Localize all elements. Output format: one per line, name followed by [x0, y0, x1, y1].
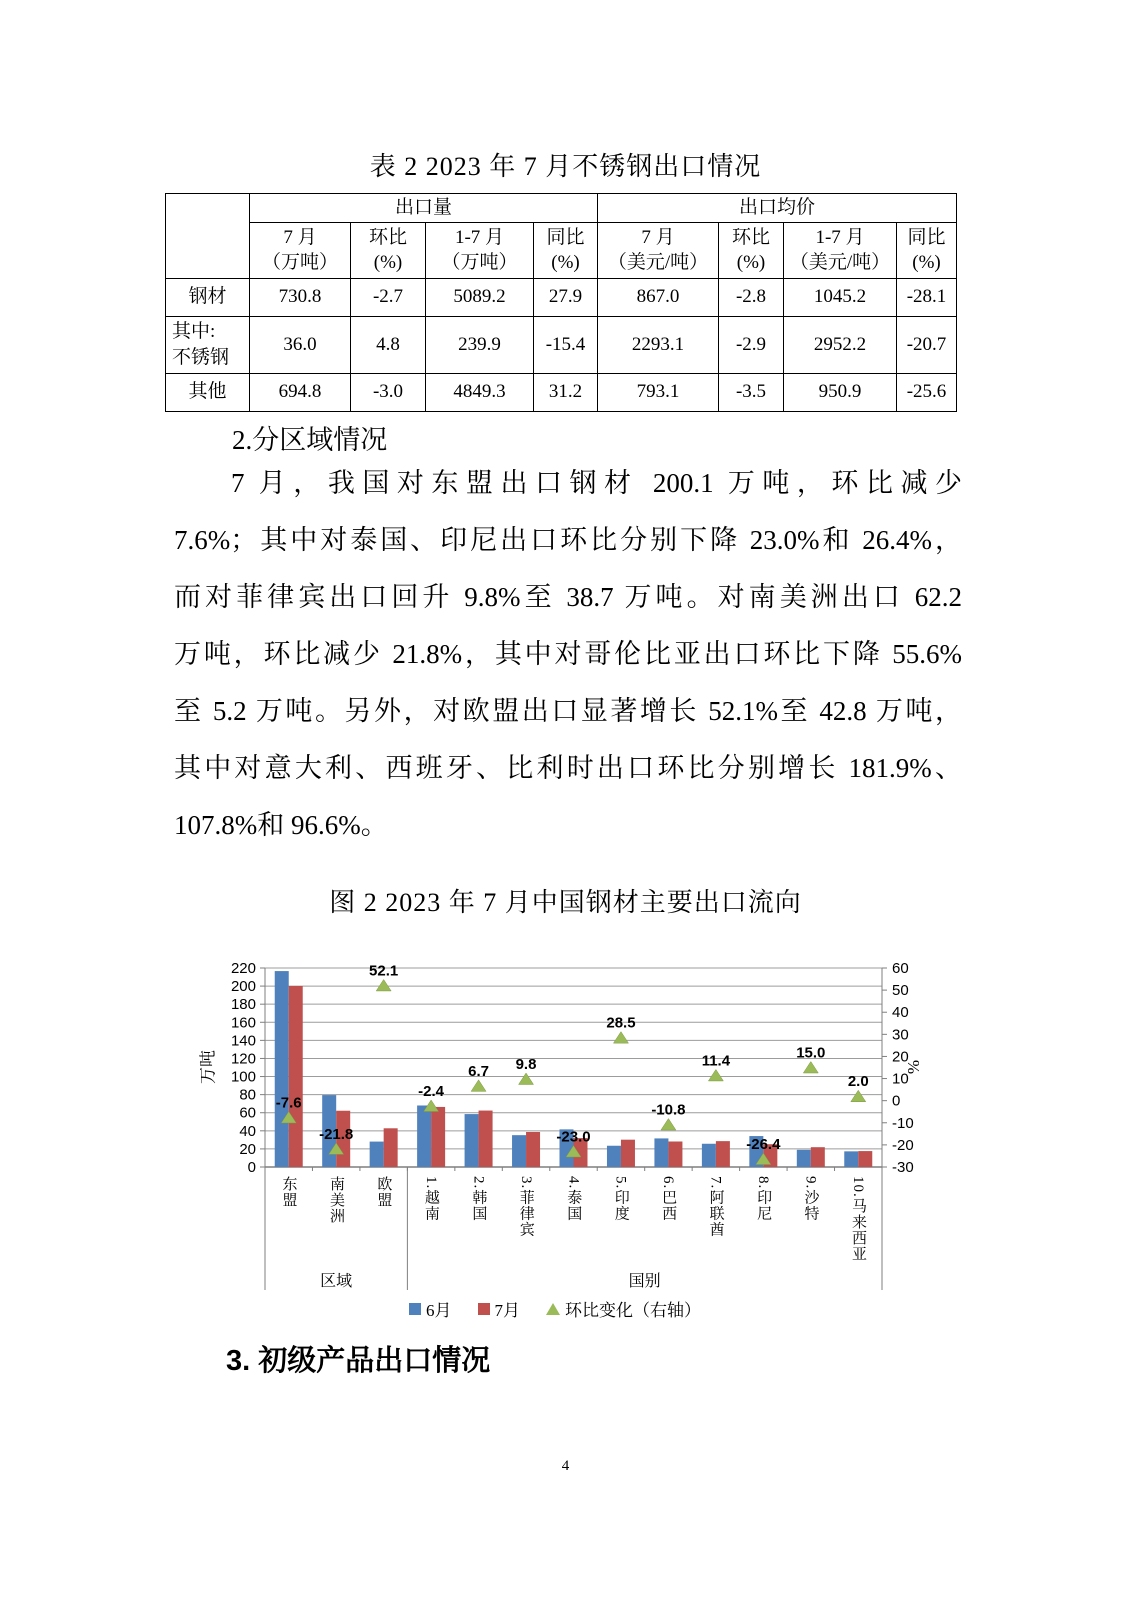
category-label: 东盟 — [280, 1176, 297, 1208]
legend-label: 7月 — [494, 1301, 520, 1320]
table-header-row — [166, 194, 957, 223]
bar-july — [858, 1151, 872, 1167]
table-cell: 31.2 — [534, 373, 598, 411]
change-data-label: 15.0 — [796, 1044, 826, 1062]
bar-june — [654, 1138, 668, 1167]
change-data-label: 6.7 — [468, 1062, 490, 1080]
bar-july — [526, 1132, 540, 1167]
table-cell: 4849.3 — [426, 373, 534, 411]
right-axis-tick-label: -20 — [892, 1136, 914, 1154]
table-subheader-row — [166, 222, 957, 278]
table-cell: -20.7 — [897, 316, 957, 373]
change-data-label: 28.5 — [606, 1014, 636, 1032]
table-column-header: 同比 (%) — [897, 222, 957, 278]
figure-chart — [190, 930, 923, 1325]
table-cell: 27.9 — [534, 278, 598, 316]
right-axis-tick-label: 30 — [892, 1026, 909, 1044]
category-label: 欧盟 — [375, 1176, 392, 1208]
table-row-label: 其中: 不锈钢 — [166, 316, 250, 373]
left-axis-tick-label: 0 — [247, 1159, 256, 1176]
left-axis-tick-label: 140 — [230, 1032, 256, 1050]
table-column-header: 环比 (%) — [719, 222, 784, 278]
legend-label: 6月 — [426, 1301, 452, 1320]
left-axis-tick-label: 200 — [230, 978, 256, 996]
table-cell: 36.0 — [250, 316, 351, 373]
change-data-label: 2.0 — [847, 1073, 869, 1091]
change-data-label: -10.8 — [651, 1101, 686, 1119]
bar-july — [289, 986, 303, 1167]
bar-july — [384, 1128, 398, 1167]
paragraph-line: 107.8%和 96.6%。 — [174, 810, 388, 840]
table-column-header: 1-7 月 （美元/吨） — [784, 222, 897, 278]
table-row — [166, 373, 957, 411]
right-axis-tick-label: 10 — [892, 1070, 909, 1088]
section2-paragraph — [174, 455, 962, 854]
right-axis-tick-label: -10 — [892, 1114, 914, 1132]
bar-july — [431, 1107, 445, 1167]
left-axis-tick-label: 180 — [230, 996, 256, 1014]
table-cell: -3.0 — [351, 373, 426, 411]
right-axis-tick-label: 60 — [892, 960, 909, 977]
right-axis-tick-label: 0 — [892, 1092, 901, 1110]
category-label: 1.越南 — [422, 1176, 439, 1222]
table-cell: 2293.1 — [598, 316, 719, 373]
table-cell: 4.8 — [351, 316, 426, 373]
table-cell: 239.9 — [426, 316, 534, 373]
table-row-label: 钢材 — [166, 278, 250, 316]
right-axis-tick-label: 50 — [892, 982, 909, 1000]
table-cell: 1045.2 — [784, 278, 897, 316]
legend-square-marker — [409, 1303, 421, 1315]
table-cell: -28.1 — [897, 278, 957, 316]
table-cell: 793.1 — [598, 373, 719, 411]
legend-triangle-marker — [546, 1303, 560, 1315]
change-marker — [851, 1090, 866, 1102]
table-group-header: 出口均价 — [598, 194, 957, 223]
table-cell: -3.5 — [719, 373, 784, 411]
change-data-label: 52.1 — [369, 962, 399, 980]
left-axis-tick-label: 160 — [230, 1014, 256, 1032]
table-column-header: 1-7 月 （万吨） — [426, 222, 534, 278]
bar-july — [479, 1111, 493, 1167]
table-group-header: 出口量 — [250, 194, 598, 223]
bar-june — [702, 1144, 716, 1167]
table-row — [166, 278, 957, 316]
legend-item — [546, 1296, 701, 1321]
table-column-header: 7 月 （万吨） — [250, 222, 351, 278]
change-data-label: 9.8 — [515, 1055, 537, 1073]
table-cell: -15.4 — [534, 316, 598, 373]
table-cell: 2952.2 — [784, 316, 897, 373]
change-data-label: 11.4 — [701, 1052, 731, 1070]
table-column-header: 同比 (%) — [534, 222, 598, 278]
table-cell: -2.9 — [719, 316, 784, 373]
bar-june — [512, 1135, 526, 1167]
bar-june — [465, 1114, 479, 1167]
table-cell: 5089.2 — [426, 278, 534, 316]
legend-square-marker — [478, 1303, 490, 1315]
left-axis-tick-label: 40 — [239, 1122, 256, 1140]
category-label: 3.菲律宾 — [517, 1176, 534, 1238]
table-cell: 950.9 — [784, 373, 897, 411]
table-cell: -2.7 — [351, 278, 426, 316]
table-cell: 730.8 — [250, 278, 351, 316]
figure-title: 图 2 2023 年 7 月中国钢材主要出口流向 — [329, 888, 802, 917]
paragraph-line: 7 月，我国对东盟出口钢材 200.1 万吨，环比减少 — [231, 468, 962, 498]
paragraph-line: 7.6%；其中对泰国、印尼出口环比分别下降 23.0%和 26.4%， — [174, 525, 962, 555]
bar-june — [844, 1151, 858, 1167]
left-axis-title: 万吨 — [198, 1050, 218, 1084]
change-data-label: -2.4 — [418, 1082, 445, 1100]
category-label: 9.沙特 — [802, 1176, 819, 1222]
change-marker — [519, 1073, 534, 1085]
right-axis-tick-label: 40 — [892, 1004, 909, 1022]
group-label: 国别 — [628, 1273, 661, 1290]
table-cell: 867.0 — [598, 278, 719, 316]
left-axis-tick-label: 220 — [230, 960, 256, 977]
category-label: 8.印尼 — [755, 1176, 772, 1222]
change-data-label: -21.8 — [319, 1125, 354, 1143]
right-axis-tick-label: 20 — [892, 1048, 909, 1066]
bar-july — [811, 1147, 825, 1167]
page-number: 4 — [561, 1458, 570, 1474]
left-axis-tick-label: 80 — [239, 1086, 256, 1104]
table-cell: -25.6 — [897, 373, 957, 411]
right-axis-tick-label: -30 — [892, 1159, 914, 1176]
legend-item — [478, 1296, 521, 1321]
change-data-label: -7.6 — [275, 1094, 302, 1112]
table-corner-cell — [166, 194, 250, 279]
export-flow-chart — [190, 930, 920, 1325]
paragraph-line: 至 5.2 万吨。另外，对欧盟出口显著增长 52.1%至 42.8 万吨， — [174, 696, 962, 726]
change-marker — [471, 1080, 486, 1092]
change-marker — [661, 1119, 676, 1131]
change-data-label: -26.4 — [746, 1136, 781, 1154]
legend-item — [409, 1296, 452, 1321]
bar-july — [668, 1141, 682, 1167]
section2-heading: 2.分区域情况 — [232, 425, 388, 455]
category-label: 4.泰国 — [565, 1176, 582, 1222]
bar-june — [797, 1150, 811, 1167]
bar-july — [621, 1140, 635, 1167]
bar-june — [370, 1142, 384, 1167]
left-axis-tick-label: 120 — [230, 1050, 256, 1068]
bar-june — [607, 1146, 621, 1167]
left-axis-tick-label: 100 — [230, 1068, 256, 1086]
chart-legend — [190, 1296, 920, 1321]
change-markers — [276, 962, 869, 1164]
change-marker — [376, 979, 391, 991]
table-cell: 694.8 — [250, 373, 351, 411]
legend-label: 环比变化（右轴） — [565, 1301, 701, 1320]
group-label: 区域 — [320, 1273, 353, 1290]
category-label: 5.印度 — [612, 1176, 629, 1222]
bar-june — [275, 971, 289, 1167]
left-axis-tick-label: 60 — [239, 1104, 256, 1122]
table-row-label: 其他 — [166, 373, 250, 411]
change-marker — [708, 1069, 723, 1081]
left-axis-tick-label: 20 — [239, 1140, 256, 1158]
table-cell: -2.8 — [719, 278, 784, 316]
bar-july — [716, 1141, 730, 1167]
category-label: 7.阿联酋 — [707, 1176, 724, 1238]
right-axis-title: % — [904, 1059, 923, 1075]
bar-june — [417, 1105, 431, 1167]
table-title: 表 2 2023 年 7 月不锈钢出口情况 — [369, 152, 762, 181]
export-table — [165, 193, 957, 412]
change-marker — [613, 1032, 628, 1044]
paragraph-line: 其中对意大利、西班牙、比利时出口环比分别增长 181.9%、 — [174, 753, 962, 783]
category-label: 6.巴西 — [660, 1176, 677, 1222]
change-marker — [803, 1062, 818, 1074]
category-label: 南美洲 — [327, 1176, 344, 1224]
category-label: 2.韩国 — [470, 1176, 487, 1222]
table-row — [166, 316, 957, 373]
category-label: 10.马来西亚 — [850, 1176, 867, 1262]
change-data-label: -23.0 — [556, 1128, 591, 1146]
table-column-header: 环比 (%) — [351, 222, 426, 278]
paragraph-line: 而对菲律宾出口回升 9.8%至 38.7 万吨。对南美洲出口 62.2 — [174, 582, 962, 612]
table-column-header: 7 月 （美元/吨） — [598, 222, 719, 278]
paragraph-line: 万吨，环比减少 21.8%，其中对哥伦比亚出口环比下降 55.6% — [174, 639, 962, 669]
section3-heading: 3. 初级产品出口情况 — [226, 1345, 491, 1377]
